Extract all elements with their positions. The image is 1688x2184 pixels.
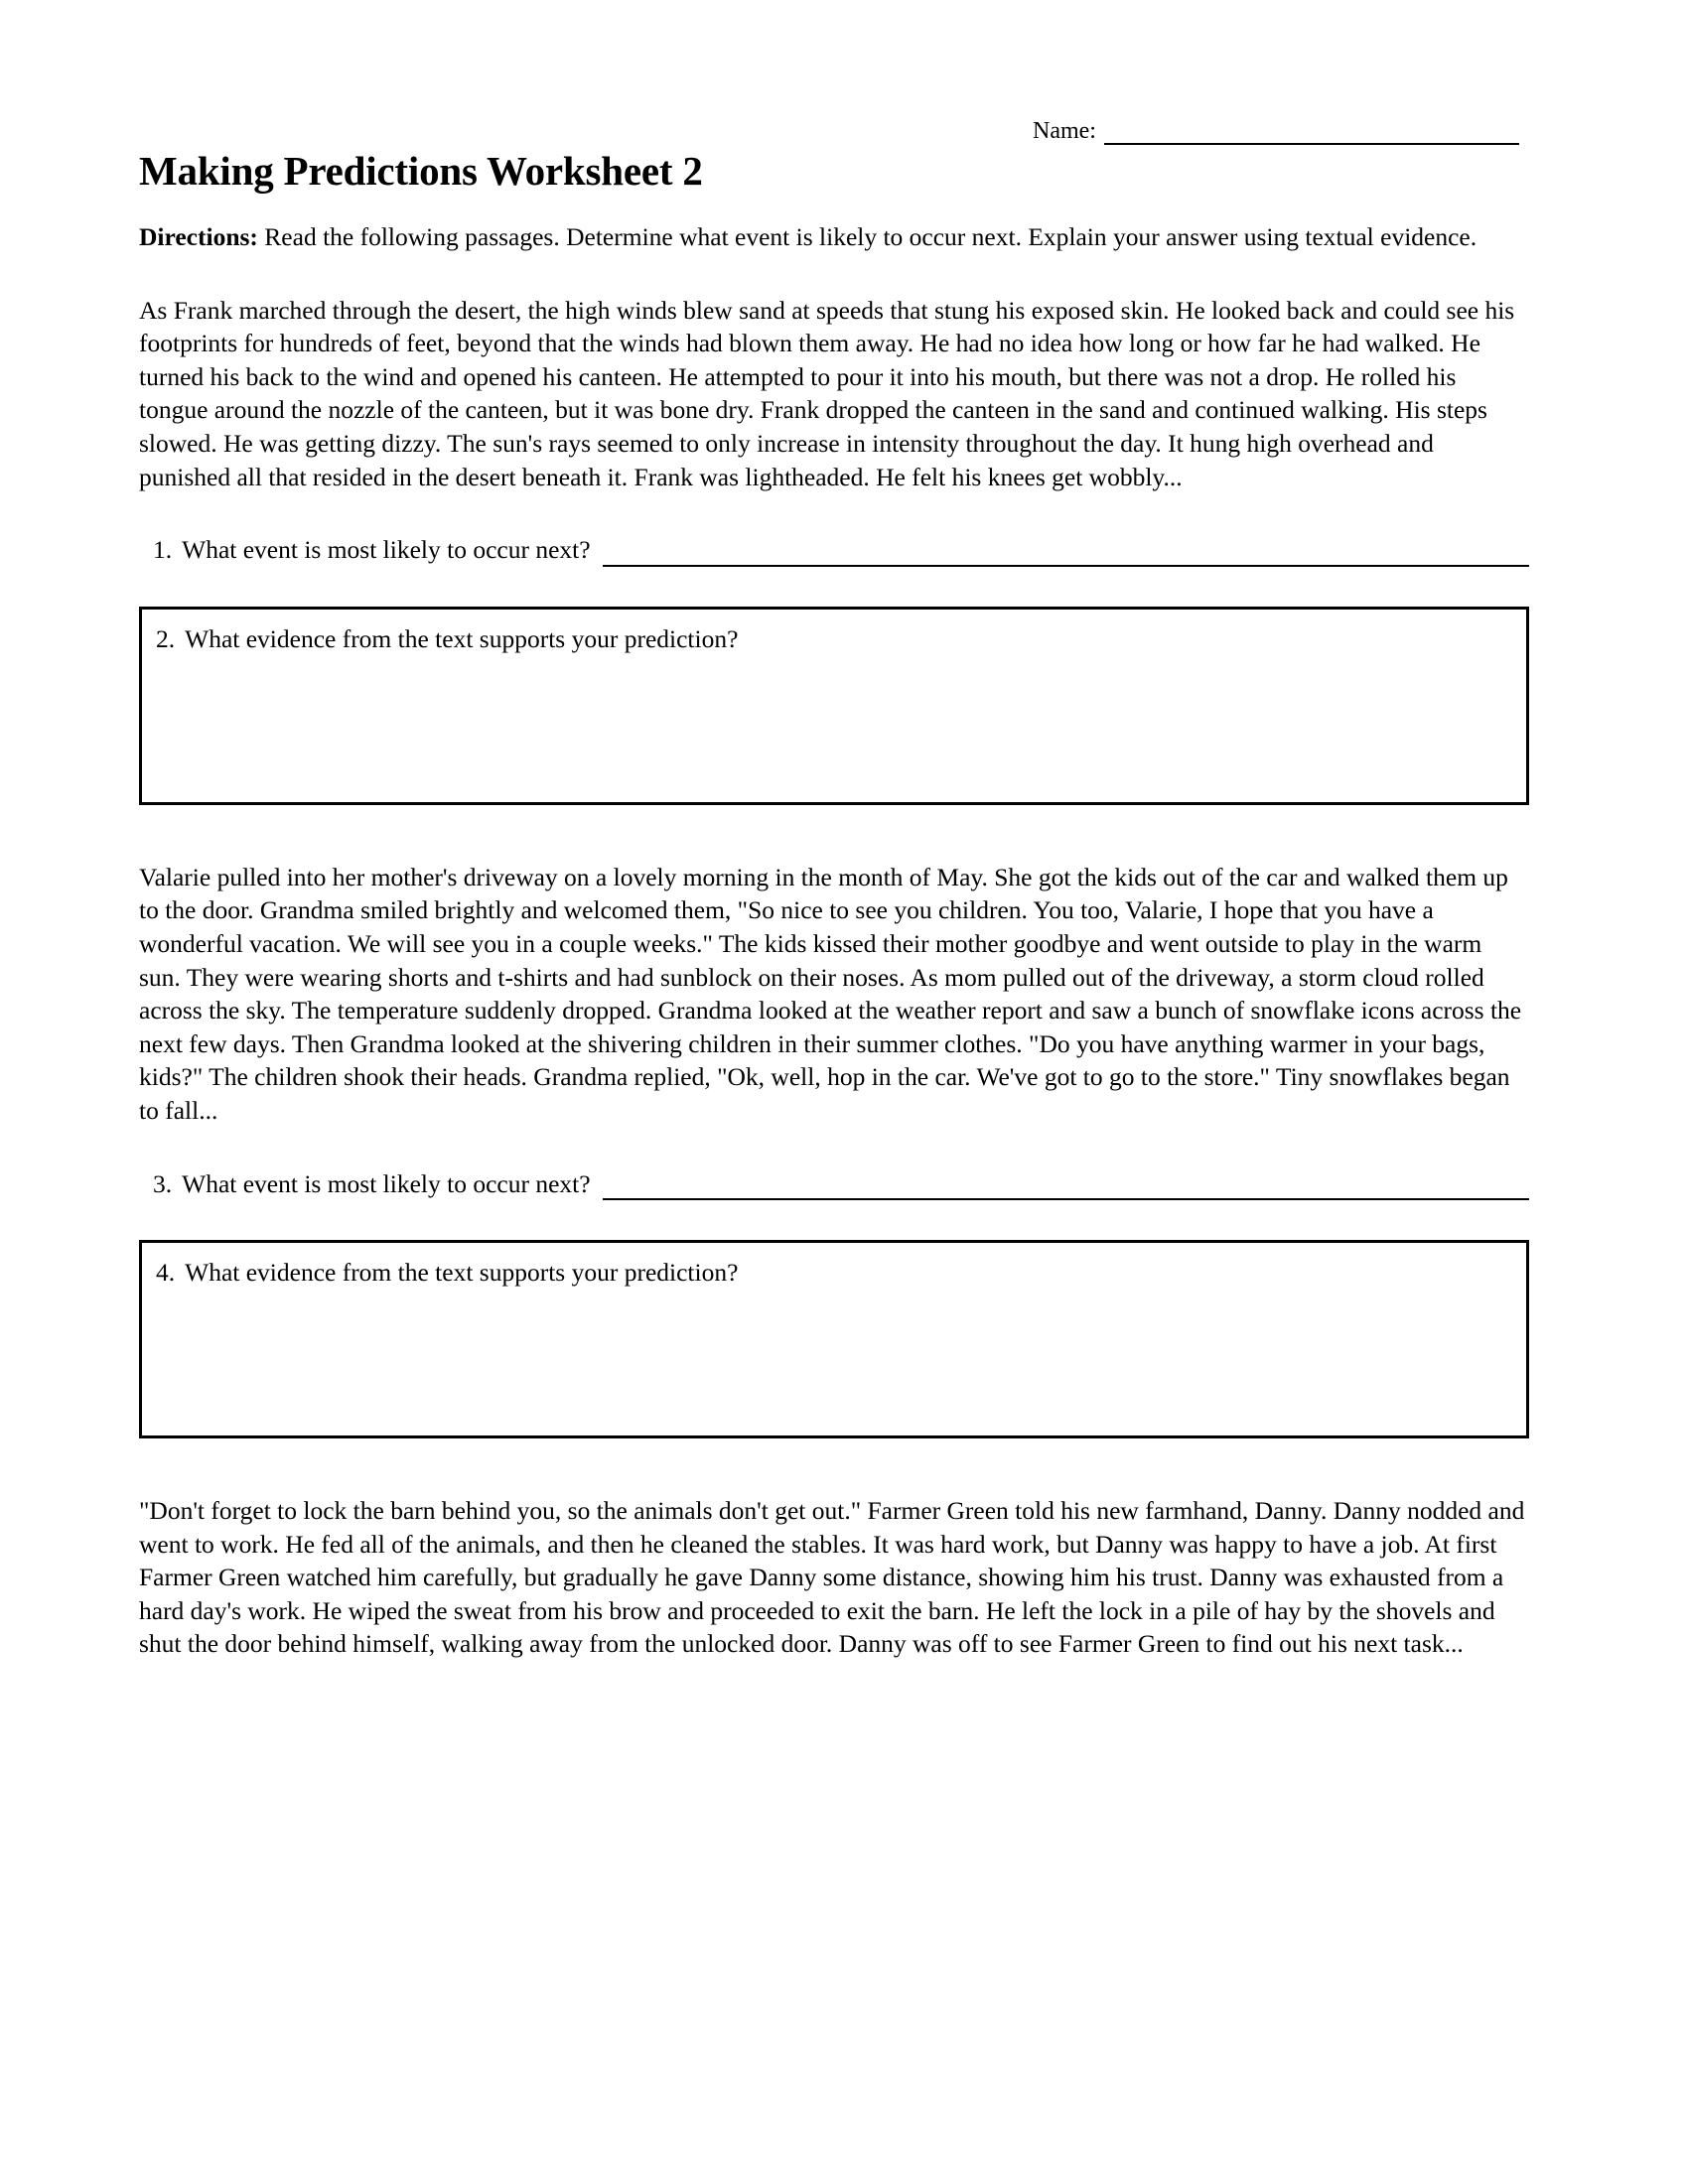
directions-text: Read the following passages. Determine what event is likely to occur next. Explain your answer using textual evidence.	[257, 222, 1477, 251]
directions-paragraph	[139, 220, 1529, 254]
spacer	[139, 254, 1529, 294]
question-1-row	[139, 533, 1529, 567]
page-title: Making Predictions Worksheet 2	[139, 148, 703, 194]
passage-2: Valarie pulled into her mother's driveway on a lovely morning in the month of May. She got the kids out of the car and walked them up to the door. Grandma smiled brightly and welcomed them, "So nice to see you children. You too, Valarie, I hope that you have a wonderful vacation. We will see you in a couple weeks." The kids kissed their mother goodbye and went outside to play in the warm sun. They were wearing shorts and t-shirts and had sunblock on their noses. As mom pulled out of the driveway, a storm cloud rolled across the sky. The temperature suddenly dropped. Grandma looked at the weather report and saw a bunch of snowflake icons across the next few days. Then Grandma looked at the shivering children in their summer clothes. "Do you have anything warmer in your bags, kids?" The children shook their heads. Grandma replied, "Ok, well, hop in the car. We've got to go to the store." Tiny snowflakes began to fall...	[139, 862, 1522, 1125]
question-3-label: What event is most likely to occur next?	[182, 1168, 591, 1198]
spacer	[139, 1438, 1529, 1494]
spacer	[139, 567, 1529, 607]
question-2-label: What evidence from the text supports your prediction?	[185, 623, 739, 653]
passage-3: "Don't forget to lock the barn behind you, so the animals don't get out." Farmer Green told his new farmhand, Danny. Danny nodded and went to work. He fed all of the animals, and then he cleaned the stables. It was hard work, but Danny was happy to have a job. At first Farmer Green watched him carefully, but gradually he gave Danny some distance, showing him his trust. Danny was exhausted from a hard day's work. He wiped the sweat from his brow and proceeded to exit the barn. He left the lock in a pile of hay by the shovels and shut the door behind himself, walking away from the unlocked door. Danny was off to see Farmer Green to find out his next task...	[139, 1496, 1525, 1659]
question-1-number: 1.	[153, 535, 173, 565]
question-1-answer-blank[interactable]	[603, 535, 1529, 567]
question-3-answer-blank[interactable]	[603, 1168, 1529, 1200]
question-2-row	[156, 622, 1526, 656]
name-input-blank[interactable]	[1104, 117, 1519, 145]
question-1-label: What event is most likely to occur next?	[182, 535, 591, 565]
question-2-answer-box[interactable]	[139, 607, 1529, 805]
passage-1: As Frank marched through the desert, the high winds blew sand at speeds that stung his exposed skin. He looked back and could see his footprints for hundreds of feet, beyond that the winds had blown them away. He had no idea how long or how far he had walked. He turned his back to the wind and opened his canteen. He attempted to pour it into his mouth, but there was not a drop. He rolled his tongue around the nozzle of the canteen, but it was bone dry. Frank dropped the canteen in the sand and continued walking. His steps slowed. He was getting dizzy. The sun's rays seemed to only increase in intensity throughout the day. It hung high overhead and punished all that resided in the desert beneath it. Frank was lightheaded. He felt his knees get wobbly...	[139, 295, 1515, 491]
question-4-label: What evidence from the text supports your prediction?	[185, 1258, 739, 1288]
name-label: Name:	[1033, 118, 1096, 144]
question-2-writing-area[interactable]	[156, 655, 1526, 774]
question-4-writing-area[interactable]	[156, 1290, 1526, 1409]
worksheet-content	[139, 220, 1529, 1661]
question-4-number: 4.	[156, 1258, 176, 1288]
spacer	[139, 1128, 1529, 1167]
question-3-row	[139, 1167, 1529, 1201]
spacer	[139, 493, 1529, 533]
question-4-row	[156, 1256, 1526, 1290]
question-4-answer-box[interactable]	[139, 1240, 1529, 1438]
spacer	[139, 1200, 1529, 1240]
spacer	[139, 805, 1529, 861]
question-2-number: 2.	[156, 623, 176, 653]
question-3-number: 3.	[153, 1168, 173, 1198]
name-field-row	[1033, 117, 1519, 145]
directions-label: Directions:	[139, 222, 258, 251]
